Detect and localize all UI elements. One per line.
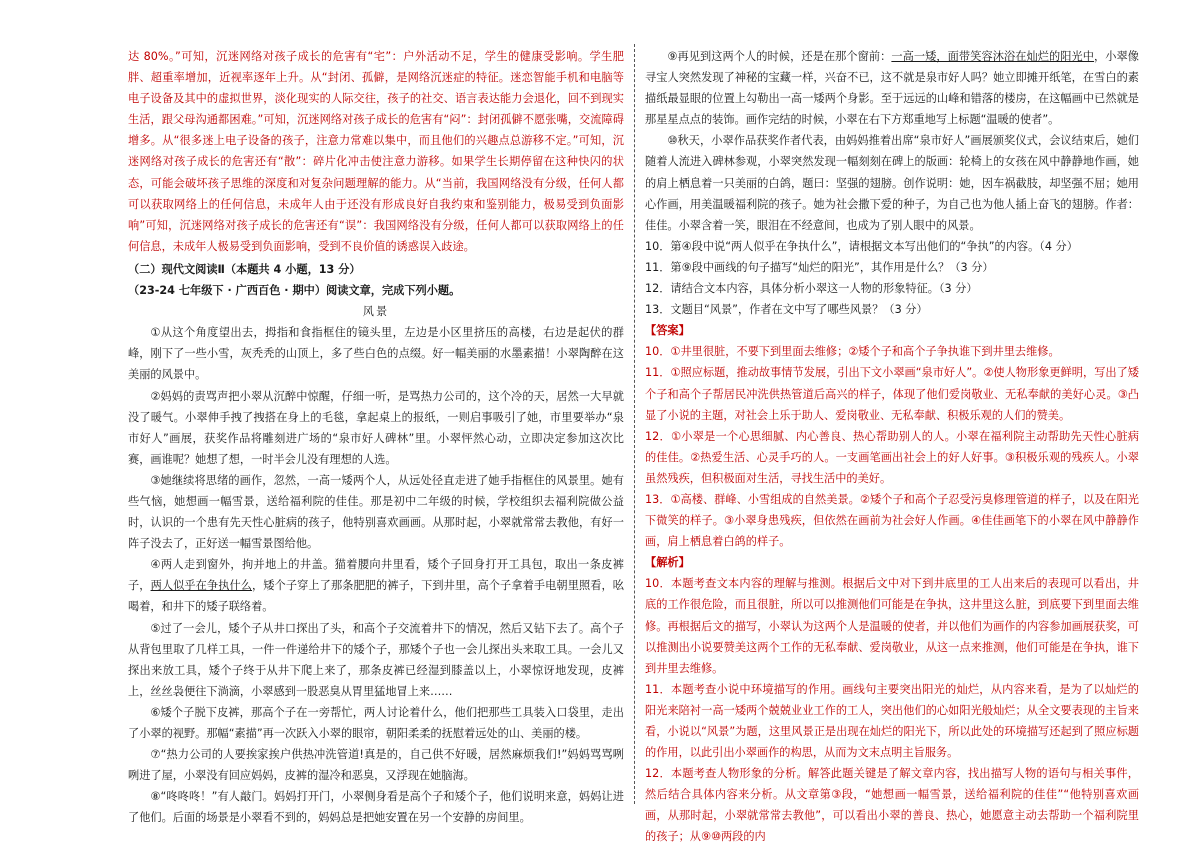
question-10: 10．第④段中说“两人似乎在争执什么”，请根据文本写出他们的“争执”的内容。（4 分）: [645, 239, 1078, 253]
section-heading: （二）现代文阅读Ⅱ（本题共 4 小题，13 分）: [128, 262, 361, 276]
paragraph-6: ⑥矮个子脱下皮裤，那高个子在一旁帮忙，两人讨论着什么，他们把那些工具装入口袋里，走出了小翠的视野。那幅“素描”再一次跃入小翠的眼帘，朝阳柔柔的抚慰着远处的山、美丽的楼。: [128, 705, 624, 740]
answer-11: 11．①照应标题，推动故事情节发展，引出下文小翠画“泉市好人”。②使人物形象更鲜明，写出了矮个子和高个子帮居民冲洗供热管道后高兴的样子，体现了他们爱岗敬业、无私奉献的美好心灵。③凸显了小说的主题，对社会上乐于助人、爱岗敬业、无私奉献、积极乐观的人们的赞美。: [645, 366, 1139, 422]
paragraph-5: ⑤过了一会儿，矮个子从井口探出了头，和高个子交流着井下的情况，然后又钻下去了。高个子从背包里取了几样工具，一件一件递给井下的矮个子，那矮个子也一会儿探出头来取工具。一会儿又探出来放工具，矮个子终于从井下爬上来了，那条皮裤已经湿到膝盖以上，小翠惊讶地发现，皮裤上，丝丝袅便往下淌滴，小翠感到一股恶臭从胃里猛地冒上来……: [128, 621, 624, 698]
analysis-11: 11．本题考查小说中环境描写的作用。画线句主要突出阳光的灿烂，从内容来看，是为了以灿烂的阳光来陪衬一高一矮两个兢兢业业工作的工人，突出他们的心如阳光般灿烂；从全文要表现的主旨来看，小说以“风景”为题，这里风景正是出现在灿烂的阳光下，所以此处的环境描写还起到了照应标题的作用，以此引出小翠画作的构思，从而为文末点明主旨服务。: [645, 682, 1139, 760]
paragraph-9: [645, 46, 1139, 130]
underlined-sentence-para4: 两人似乎在争执什么: [150, 579, 253, 593]
article-title: 风景: [362, 305, 390, 319]
analysis-continuation: 达 80%。”可知，沉迷网络对孩子成长的危害有“宅”：户外活动不足，学生的健康受影响。学生肥胖、超重率增加，近视率逐年上升。从“封闭、孤僻，是网络沉迷症的特征。迷恋智能手机和电脑等电子设备及其中的虚拟世界，淡化现实的人际交往，孩子的社交、语言表达能力会退化，回不到现实生活，跟父母沟通都困难。”可知，沉迷网络对孩子成长的危害有“闷”：封闭孤僻不愿张嘴，交流障碍增多。从“很多迷上电子设备的孩子，注意力常难以集中，而且他们的兴趣点总游移不定。”可知，沉迷网络对孩子成长的危害还有“散”：碎片化冲击使注意力游移。如果学生长期停留在这种快闪的状态，可能会破坏孩子思维的深度和对复杂问题理解的能力。从“当前，我国网络没有分级，任何人都可以获取网络上的任何信息，未成年人由于还没有形成良好自我约束和鉴别能力，极易受到负面影响”可知，沉迷网络对孩子成长的危害还有“误”：我国网络没有分级，任何人都可以获取网络上的任何信息，未成年人极易受到负面影响，受到不良价值的诱惑误入歧途。: [128, 50, 624, 253]
answer-heading: 【答案】: [645, 324, 690, 338]
paragraph-4-post: ，矮个子穿上了那条肥肥的裤子，下到井里，高个子拿着手电朝里照看，吆喝着，和井下的矮子联络着。: [128, 579, 624, 614]
question-12: 12．请结合文本内容，具体分析小翠这一人物的形象特征。（3 分）: [645, 282, 978, 296]
paragraph-9-post: ，小翠像寻宝人突然发现了神秘的宝藏一样，兴奋不已，这不就是泉市好人吗？她立即摊开纸笔，在雪白的素描纸最显眼的位置上勾勒出一高一矮两个身影。至于远远的山峰和错落的楼房，在这幅画中已然就是那星星点点的装饰。画作完结的时候，小翠在右下方郑重地写上标题“温暖的使者”。: [645, 50, 1139, 127]
paragraph-4: [128, 554, 624, 617]
left-column: [128, 46, 624, 828]
answer-12: 12．①小翠是一个心思细腻、内心善良、热心帮助别人的人。小翠在福利院主动帮助先天性心脏病的佳佳。②热爱生活、心灵手巧的人。一支画笔画出社会上的好人好事。③积极乐观的残疾人。小翠虽然残疾，但积极面对生活，寻找生活中的美好。: [645, 429, 1139, 485]
paragraph-1: ①从这个角度望出去，拇指和食指框住的镜头里，左边是小区里挤压的高楼，右边是起伏的群峰，刚下了一些小雪，灰秃秃的山顶上，多了些白色的点缀。好一幅美丽的水墨素描！小翠陶醉在这美丽的风景中。: [128, 326, 624, 382]
analysis-10: 10．本题考查文本内容的理解与推测。根据后文中对下到井底里的工人出来后的表现可以看出，井底的工作很危险，而且很脏，所以可以推测他们可能是在争执，这井里这么脏，到底要下到里面去维修。再根据后文的描写，小翠认为这两个人是温暖的使者，并以他们为画作的内容参加画展获奖，可以推测出小说要赞美这两个工作的无私奉献、爱岗敬业，从这一点来推测，他们可能是在争执，谁下到井里去维修。: [645, 577, 1139, 675]
underlined-sentence-para9: 一高一矮，面带笑容沐浴在灿烂的阳光中: [891, 50, 1095, 63]
paragraph-8: ⑧“咚咚咚！”有人敲门。妈妈打开门，小翠侧身看是高个子和矮个子，他们说明来意，妈妈让进了他们。后面的场景是小翠看不到的，妈妈总是把她安置在另一个安静的房间里。: [128, 790, 624, 825]
paragraph-10: ⑩秋天，小翠作品获奖作者代表，由妈妈推着出席“泉市好人”画展颁奖仪式，会议结束后，她们随着人流进入碑林参观，小翠突然发现一幅刻刻在碑上的版画：轮椅上的女孩在风中静静地作画，她的肩上栖息着一只美丽的白鸽，题曰：坚强的翅膀。创作说明：她，因车祸截肢，却坚强不屈；她用心作画，用美温暖福利院的孩子。她为社会撒下爱的种子，为自己也为他人插上奋飞的翅膀。作者：佳佳。小翠含着一笑，眼泪在不经意间，也成为了别人眼中的风景。: [645, 134, 1139, 232]
paragraph-7: ⑦“热力公司的人要挨家挨户供热冲洗管道!真是的，自己供不好暖，居然麻烦我们!”妈妈骂骂咧咧进了屋，小翠没有回应妈妈，皮裤的湿冷和恶臭，又浮现在她脑海。: [128, 748, 624, 783]
analysis-heading: 【解析】: [645, 556, 690, 570]
source-heading: （23-24 七年级下 · 广西百色 · 期中）阅读文章，完成下列小题。: [128, 284, 461, 298]
paragraph-3: ③她继续将思绪的画作，忽然，一高一矮两个人，从远处径直走进了她手指框住的风景里。她有些气恼，她想画一幅雪景，送给福利院的佳佳。那是初中二年级的时候，学校组织去福利院做公益时，认识的一个患有先天性心脏病的孩子，他特别喜欢画画。从那时起，小翠就常常去教他，有好一阵子没去了，正好送一幅雪景图给他。: [128, 473, 624, 551]
answer-13: 13．①高楼、群峰、小雪组成的自然美景。②矮个子和高个子忍受污臭修理管道的样子，以及在阳光下微笑的样子。③小翠身患残疾，但依然在画前为社会好人作画。④佳佳画笔下的小翠在风中静静作画，肩上栖息着白鸽的样子。: [645, 492, 1139, 549]
column-divider: [634, 44, 635, 804]
right-column: [645, 46, 1139, 848]
paragraph-2: ②妈妈的责骂声把小翠从沉醉中惊醒，仔细一听，是骂热力公司的，这个冷的天，居然一大早就没了暖气。小翠伸手拽了拽搭在身上的毛毯，拿起桌上的报纸，一则启事吸引了她，市里要举办“泉市好人”画展，获奖作品将雕刻进广场的“泉市好人碑林”里。小翠怦然心动，立即决定参加这次比赛，画谁呢？她想了想，一时半会儿没有理想的人选。: [128, 389, 624, 466]
question-11: 11．第⑨段中画线的句子描写“灿烂的阳光”，其作用是什么？（3 分）: [645, 260, 994, 274]
question-13: 13．文题目“风景”，作者在文中写了哪些风景？（3 分）: [645, 303, 928, 317]
paragraph-4-pre: ④两人走到窗外，拘并地上的井盖。猫着腰向井里看，矮个子回身打开工具包，取出一条皮裤子，: [128, 558, 624, 593]
paragraph-9-pre: ⑨再见到这两个人的时候，还是在那个窗前：: [667, 50, 892, 63]
answer-10: 10．①井里很脏，不要下到里面去维修；②矮个子和高个子争执谁下到井里去维修。: [645, 345, 1060, 359]
analysis-12: 12．本题考查人物形象的分析。解答此题关键是了解文章内容，找出描写人物的语句与相关事件，然后结合具体内容来分析。从文章第③段，“她想画一幅雪景，送给福利院的佳佳”“他特别喜欢画画，从那时起，小翠就常常去教他”，可以看出小翠的善良、热心，她愿意主动去帮助一个福利院里的孩子；从⑨⑩两段的内: [645, 767, 1139, 844]
